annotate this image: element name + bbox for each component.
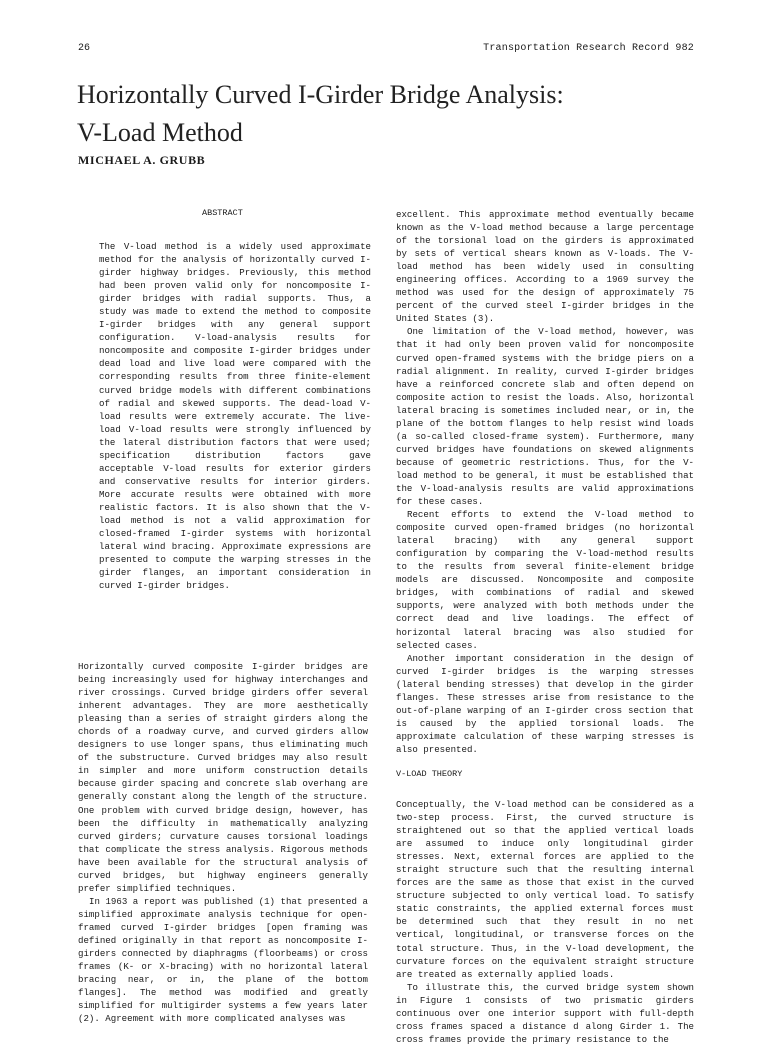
- title-line-1: Horizontally Curved I-Girder Bridge Analysis:: [77, 80, 564, 109]
- abstract-heading: ABSTRACT: [202, 208, 243, 218]
- abstract-body: [99, 240, 371, 592]
- article-title: [77, 76, 637, 152]
- abstract-paragraph: The V-load method is a widely used approximate method for the analysis of horizontally curved I-girder highway bridges. Previously, this method had been proven valid only for noncomposite I-girder bridges with radial supports. Thus, a study was made to extend the method to composite I-girder bridges with any general support configuration. V-load-analysis results for noncomposite and composite I-girder bridges under dead load and live load were compared with the corresponding results from three finite-element curved bridge models with different combinations of radial and skewed supports. The dead-load V-load results were extremely accurate. The live-load V-load results were strongly influenced by the lateral distribution factors that were used; specification distribution factors gave acceptable V-load results for exterior girders and conservative results for interior girders. More accurate results were obtained with more realistic factors. It is also shown that the V-load method is not a valid approximation for closed-framed I-girder systems with horizontal lateral wind bracing. Approximate expressions are presented to compute the warping stresses in the girder flanges, an important consideration in curved I-girder bridges.: [99, 241, 371, 592]
- body-paragraph: Conceptually, the V-load method can be considered as a two-step process. First, the curved structure is straightened out so that the applied vertical loads are assumed to induce only longitudinal girder stresses. Next, external forces are applied to the straight structure such that the resulting internal forces are the same as those that exist in the curved structure subjected to only vertical load. To satisfy static constraints, the applied external forces must be determined such that they result in no net vertical, longitudinal, or transverse forces on the total structure. Thus, in the V-load development, the curvature forces on the equivalent straight structure are treated as externally applied loads.: [396, 799, 694, 980]
- intro-column: [78, 660, 368, 1025]
- title-line-2: V-Load Method: [77, 118, 243, 147]
- right-column: [396, 208, 694, 1046]
- body-paragraph: To illustrate this, the curved bridge system shown in Figure 1 consists of two prismatic girders continuous over one interior support with full-depth cross frames spaced a distance d along Girder 1. The cross frames provide the primary resistance to the: [396, 981, 694, 1045]
- body-paragraph: Recent efforts to extend the V-load method to composite curved open-framed bridges (no horizontal lateral bracing) with any general support configuration by comparing the V-load-method results to the results from several finite-element bridge models are discussed. Noncomposite and composite bridges, with combinations of radial and skewed supports, were analyzed with both methods under the correct dead and live loadings. The effect of horizontal lateral bracing was also studied for selected cases.: [396, 509, 694, 651]
- body-paragraph: One limitation of the V-load method, however, was that it had only been proven valid for noncomposite curved open-framed systems with the bridge piers on a radial alignment. In reality, curved I-girder bridges have a reinforced concrete slab and often depend on composite action to resist the loads. Also, horizontal lateral bracing is sometimes included near, or in, the plane of the bottom flanges to help resist wind loads (a so-called closed-frame system). Furthermore, many curved bridges have foundations on skewed alignments because of geometric restrictions. Thus, for the V-load method to be general, it must be established that the V-load-analysis results are valid approximations for these cases.: [396, 326, 694, 508]
- body-paragraph: excellent. This approximate method eventually became known as the V-load method because a large percentage of the torsional load on the girders is approximated by sets of vertical shears known as V-loads. The V-load method has been widely used in consulting engineering offices. According to a 1969 survey the method was used for the design of approximately 75 percent of the curved steel I-girder bridges in the United States (3).: [396, 209, 694, 325]
- body-paragraph: Another important consideration in the design of curved I-girder bridges is the warping stresses (lateral bending stresses) that develop in the girder flanges. These stresses arise from resistance to the out-of-plane warping of an I-girder cross section that is caused by the applied torsional loads. The approximate calculation of these warping stresses is also presented.: [396, 652, 694, 755]
- author-name: MICHAEL A. GRUBB: [78, 153, 206, 167]
- body-paragraph: Horizontally curved composite I-girder bridges are being increasingly used for highway interchanges and river crossings. Curved bridge girders offer several inherent advantages. They are more aesthetically pleasing than a series of straight girders along the chords of a roadway curve, and curved girders allow designers to use longer spans, thus eliminating much of the substructure. Curved bridges may also result in simpler and more uniform construction details because girder spacing and concrete slab overhang are generally constant along the length of the structure. One problem with curved bridge design, however, has been the difficulty in mathematically analyzing curved girders; curvature causes torsional loadings that complicate the stress analysis. Rigorous methods have been available for the structural analysis of curved bridges, but highway engineers generally prefer simplified techniques.: [78, 661, 368, 894]
- page-number: 26: [78, 43, 91, 54]
- section-heading: V-LOAD THEORY: [396, 768, 463, 779]
- body-paragraph: In 1963 a report was published (1) that presented a simplified approximate analysis technique for open-framed curved I-girder bridges [open framing was defined originally in that report as noncomposite I-girders connected by diaphragms (floorbeams) or cross frames (K- or X-bracing) with no horizontal lateral bracing near, or in, the plane of the bottom flanges]. The method was modified and greatly simplified for multigirder systems a few years later (2). Agreement with more complicated analyses was: [78, 895, 368, 1025]
- running-head: Transportation Research Record 982: [483, 43, 694, 54]
